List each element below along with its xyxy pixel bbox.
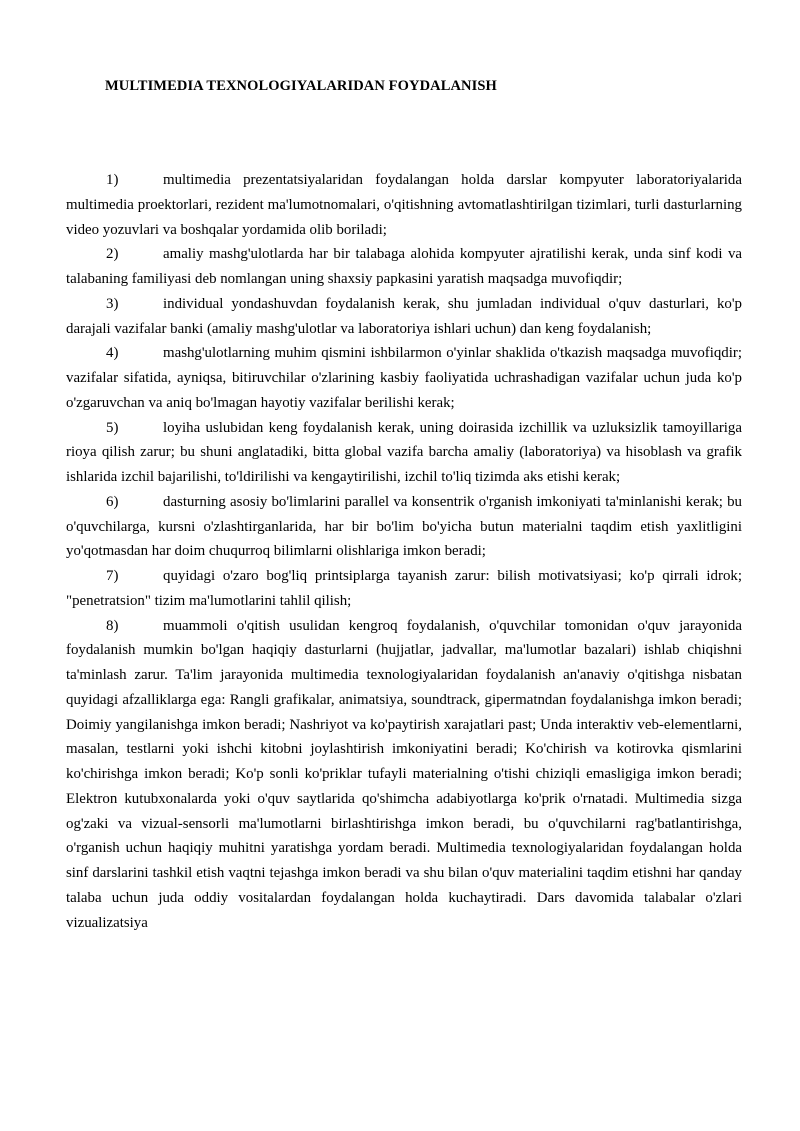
item-number: 5) [106, 419, 119, 436]
item-number: 7) [106, 568, 119, 584]
list-item [66, 416, 742, 490]
document-body [66, 168, 742, 935]
item-text: multimedia prezentatsiyalaridan foydalangan holda darslar kompyuter laboratoriyalarida multimedia proektorlari, rezident ma'lumotnomalari, o'qitishning avtomatlashtirilgan tizimlari, turli dasturlarning video yozuvlari va boshqalar yordamida olib boriladi; [66, 172, 742, 238]
item-text: quyidagi o'zaro bog'liq printsiplarga tayanish zarur: bilish motivatsiyasi; ko'p qirrali idrok; "penetratsion" tizim ma'lumotlarini tahlil qilish; [66, 568, 742, 609]
list-item [66, 490, 742, 564]
item-number: 4) [106, 345, 119, 362]
list-item [66, 614, 742, 936]
item-text: amaliy mashg'ulotlarda har bir talabaga alohida kompyuter ajratilishi kerak, unda sinf kodi va talabaning familiyasi deb nomlangan uning shaxsiy papkasini yaratish maqsadga muvofiqdir; [66, 246, 742, 287]
list-item [66, 341, 742, 415]
list-item [66, 292, 742, 342]
item-text: mashg'ulotlarning muhim qismini ishbilarmon o'yinlar shaklida o'tkazish maqsadga muvofiqdir; vazifalar sifatida, ayniqsa, bitiruvchilar o'zlarining kasbiy faoliyatida uchrashadigan vazifalar uchun juda ko'p o'zgaruvchan va aniq bo'lmagan hayotiy vazifalar berilishi kerak; [66, 345, 742, 411]
item-text: loyiha uslubidan keng foydalanish kerak, uning doirasida izchillik va uzluksizlik tamoyillariga rioya qilish zarur; bu shuni anglatadiki, bitta global vazifa barcha amaliy (laboratoriya) va hisoblash va grafik ishlarida izchil bajarilishi, to'ldirilishi va kengaytirilishi, izchil to'liq tizimda aks etishi kerak; [66, 419, 742, 485]
list-item [66, 242, 742, 292]
item-number: 2) [106, 246, 119, 263]
item-number: 6) [106, 493, 119, 510]
item-text: individual yondashuvdan foydalanish kerak, shu jumladan individual o'quv dasturlari, ko'p darajali vazifalar banki (amaliy mashg'ulotlar va laboratoriya ishlari uchun) dan keng foydalanish; [66, 295, 742, 337]
item-text: dasturning asosiy bo'limlarini parallel va konsentrik o'rganish imkoniyati ta'minlanishi kerak; bu o'quvchilarga, kursni o'zlashtirganlarida, har bir bo'lim bo'yicha butun materialni taqdim etish yaxlitligini yo'qotmasdan har doim chuqurroq bilimlarni olishlariga imkon beradi; [66, 493, 742, 560]
list-item [66, 168, 742, 242]
document-title: MULTIMEDIA TEXNOLOGIYALARIDAN FOYDALANISH [105, 78, 497, 94]
item-number: 1) [106, 172, 119, 188]
list-item [66, 564, 742, 614]
item-number: 3) [106, 295, 119, 312]
item-number: 8) [106, 617, 119, 634]
item-text: muammoli o'qitish usulidan kengroq foydalanish, o'quvchilar tomonidan o'quv jarayonida foydalanish mumkin bo'lgan haqiqiy dasturlarni (hujjatlar, jadvallar, ma'lumotlar bazalari) ishlab chiqishni ta'minlash zarur. Ta'lim jarayonida multimedia texnologiyalaridan foydalanish an'anaviy o'qitishga nisbatan quyidagi afzalliklarga ega: Rangli grafikalar, animatsiya, soundtrack, gipermatndan foydalanishga imkon beradi; Doimiy yangilanishga imkon beradi; Nashriyot va ko'paytirish xarajatlari past; Unda interaktiv veb-elementlarni, masalan, testlarni yoki ishchi kitobni joylashtirish imkoniyatini beradi; Ko'chirish va kotirovka qismlarini ko'chirishga imkon beradi; Ko'p sonli ko'priklar tufayli materialning o'tishi chiziqli emasligiga imkon beradi; Elektron kutubxonalarda yoki o'quv saytlarida qo'shimcha adabiyotlarga ko'prik o'rnatadi. Multimedia sizga og'zaki va vizual-sensorli ma'lumotlarni birlashtirishga imkon beradi, bu o'quvchilarni rag'batlantirishga, o'rganish uchun haqiqiy muhitni yaratishga yordam beradi. Multimedia texnologiyalaridan foydalangan holda sinf darslarini tashkil etish vaqtni tejashga imkon beradi va shu bilan o'quv materialini taqdim etishni har qanday talaba uchun juda oddiy vositalardan foydalangan holda kuchaytiradi. Dars davomida talabalar o'zlari vizualizatsiya [66, 617, 742, 931]
